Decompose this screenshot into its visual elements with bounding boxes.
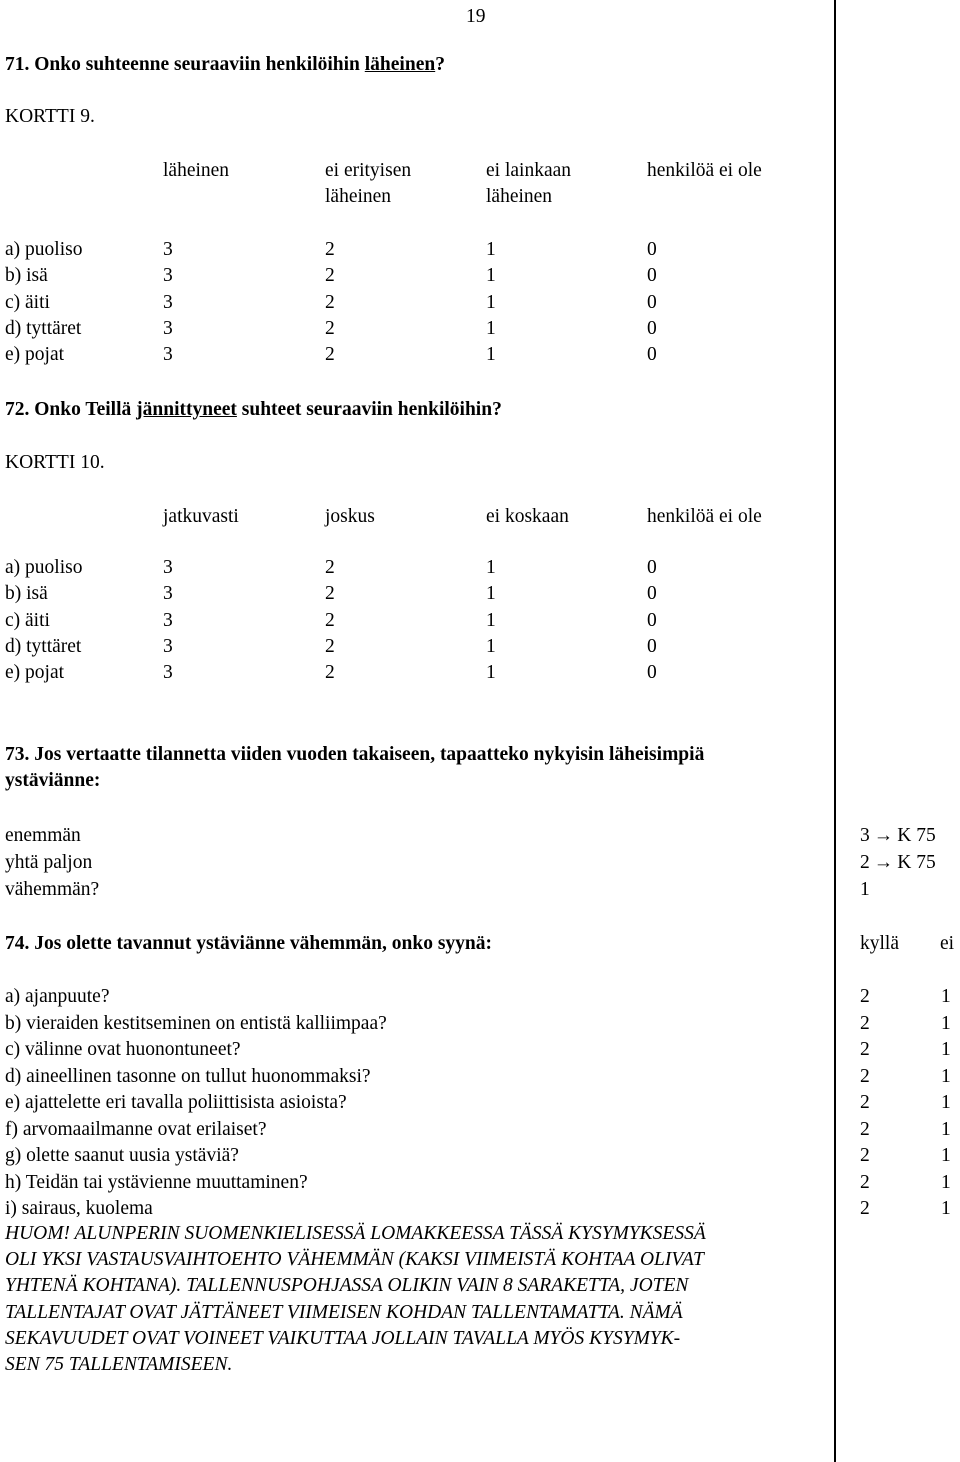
answer-code: 2 [325, 609, 335, 631]
option-label: enemmän [5, 825, 81, 846]
card-reference: KORTTI 9. [5, 106, 95, 127]
answer-code: 1 [486, 265, 496, 287]
row-label: a) puoliso [5, 557, 83, 578]
col-header: läheinen [486, 186, 553, 207]
answer-no: 1 [941, 1065, 951, 1087]
answer-code: 1 [486, 239, 496, 260]
row-label: c) välinne ovat huonontuneet? [5, 1039, 241, 1060]
note-line: OLI YKSI VASTAUSVAIHTOEHTO VÄHEMMÄN (KAKSI VIIMEISTÄ KOHTAA OLIVAT [5, 1249, 704, 1271]
answer-code: 3 [163, 291, 173, 313]
row-label: a) ajanpuute? [5, 986, 110, 1007]
skip-target: K 75 [897, 852, 936, 873]
answer-code: 1 [860, 879, 870, 900]
row-label: d) tyttäret [5, 635, 82, 657]
answer-code: 2 [325, 662, 335, 684]
answer-code: 0 [647, 317, 657, 339]
answer-code: 3 [860, 825, 870, 846]
answer-code: 3 [163, 239, 173, 260]
emphasized-word: jännittyneet [136, 399, 237, 420]
answer-yes: 2 [860, 1145, 870, 1166]
question-text: Onko Teillä [34, 399, 132, 420]
arrow-icon: → [873, 852, 894, 873]
answer-code: 2 [325, 265, 335, 287]
question-71-title [5, 52, 445, 78]
answer-code: 3 [163, 344, 173, 366]
answer-no: 1 [941, 1171, 951, 1193]
answer-code: 3 [163, 583, 173, 605]
answer-yes: 2 [860, 1171, 870, 1193]
col-header: henkilöä ei ole [647, 160, 762, 181]
col-header: joskus [325, 506, 375, 527]
row-label: a) puoliso [5, 239, 83, 260]
col-header: jatkuvasti [163, 506, 239, 527]
emphasized-word: läheinen [364, 54, 436, 75]
row-label: e) ajattelette eri tavalla poliittisista asioista? [5, 1092, 347, 1113]
question-mark: ? [435, 54, 445, 75]
answer-code: 1 [486, 662, 496, 684]
col-header-yes: kyllä [860, 933, 899, 954]
answer-code: 2 [325, 291, 335, 313]
answer-yes: 2 [860, 1012, 870, 1034]
option-code [860, 877, 870, 903]
row-label: b) isä [5, 265, 48, 287]
question-text: suhteet seuraaviin henkilöihin? [241, 399, 502, 420]
answer-code: 1 [486, 344, 496, 366]
col-header: läheinen [325, 186, 392, 207]
row-label: b) isä [5, 583, 48, 605]
option-code [860, 823, 936, 849]
question-72-title [5, 397, 502, 423]
question-74-title: 74. Jos olette tavannut ystäviänne vähemmän, onko syynä: [5, 933, 492, 954]
col-header: ei lainkaan [486, 160, 571, 181]
question-text: Onko suhteenne seuraaviin henkilöihin [34, 54, 360, 75]
col-header: läheinen [163, 160, 230, 181]
question-number: 72. [5, 399, 30, 420]
answer-code: 0 [647, 344, 657, 366]
answer-no: 1 [941, 1012, 951, 1034]
option-label: vähemmän? [5, 879, 100, 900]
answer-yes: 2 [860, 986, 870, 1007]
col-header-no: ei [940, 933, 955, 954]
answer-code: 2 [325, 239, 335, 260]
skip-target: K 75 [897, 825, 936, 846]
answer-code: 2 [325, 317, 335, 339]
answer-code: 0 [647, 583, 657, 605]
row-label: c) äiti [5, 609, 50, 631]
answer-code: 0 [647, 239, 657, 260]
answer-code: 0 [647, 265, 657, 287]
col-header: ei koskaan [486, 506, 569, 527]
answer-code: 0 [647, 662, 657, 684]
answer-yes: 2 [860, 1198, 870, 1219]
answer-code: 0 [647, 557, 657, 578]
row-label: d) aineellinen tasonne on tullut huonommaksi? [5, 1065, 371, 1087]
row-label: h) Teidän tai ystävienne muuttaminen? [5, 1171, 308, 1193]
question-73-title: 73. Jos vertaatte tilannetta viiden vuoden takaiseen, tapaatteko nykyisin läheisimpiä [5, 744, 705, 765]
answer-code: 1 [486, 583, 496, 605]
answer-code: 3 [163, 635, 173, 657]
answer-code: 1 [486, 609, 496, 631]
option-code [860, 850, 936, 876]
question-73-title-cont: ystäviänne: [5, 770, 101, 791]
answer-code: 1 [486, 557, 496, 578]
answer-code: 0 [647, 291, 657, 313]
answer-code: 1 [486, 291, 496, 313]
col-header: henkilöä ei ole [647, 506, 762, 527]
row-label: d) tyttäret [5, 317, 82, 339]
answer-code: 2 [860, 852, 870, 873]
answer-code: 3 [163, 662, 173, 684]
answer-yes: 2 [860, 1092, 870, 1113]
note-line: TALLENTAJAT OVAT JÄTTÄNEET VIIMEISEN KOHDAN TALLENTAMATTA. NÄMÄ [5, 1301, 683, 1323]
answer-code: 2 [325, 583, 335, 605]
answer-code: 1 [486, 635, 496, 657]
note-line: HUOM! ALUNPERIN SUOMENKIELISESSÄ LOMAKKEESSA TÄSSÄ KYSYMYKSESSÄ [5, 1223, 706, 1244]
row-label: c) äiti [5, 291, 50, 313]
answer-no: 1 [941, 1039, 951, 1060]
row-label: e) pojat [5, 344, 65, 366]
page-number: 19 [466, 6, 486, 27]
answer-code: 3 [163, 609, 173, 631]
answer-no: 1 [941, 1145, 951, 1166]
answer-yes: 2 [860, 1065, 870, 1087]
answer-code: 0 [647, 609, 657, 631]
answer-code: 1 [486, 317, 496, 339]
row-label: f) arvomaailmanne ovat erilaiset? [5, 1118, 267, 1140]
answer-code: 2 [325, 635, 335, 657]
row-label: i) sairaus, kuolema [5, 1198, 153, 1219]
margin-rule [834, 0, 836, 1462]
arrow-icon: → [873, 825, 894, 846]
answer-no: 1 [941, 1118, 951, 1140]
row-label: b) vieraiden kestitseminen on entistä kalliimpaa? [5, 1012, 387, 1034]
answer-code: 3 [163, 265, 173, 287]
note-line: SEN 75 TALLENTAMISEEN. [5, 1354, 233, 1375]
row-label: g) olette saanut uusia ystäviä? [5, 1145, 239, 1166]
answer-code: 0 [647, 635, 657, 657]
answer-code: 2 [325, 344, 335, 366]
col-header: ei erityisen [325, 160, 412, 181]
card-reference: KORTTI 10. [5, 452, 105, 473]
answer-yes: 2 [860, 1039, 870, 1060]
note-line: YHTENÄ KOHTANA). TALLENNUSPOHJASSA OLIKIN VAIN 8 SARAKETTA, JOTEN [5, 1275, 689, 1297]
question-number: 71. [5, 54, 30, 75]
answer-code: 2 [325, 557, 335, 578]
option-label: yhtä paljon [5, 852, 93, 873]
row-label: e) pojat [5, 662, 65, 684]
answer-no: 1 [941, 1092, 951, 1113]
answer-no: 1 [941, 986, 951, 1007]
answer-code: 3 [163, 317, 173, 339]
answer-code: 3 [163, 557, 173, 578]
answer-no: 1 [941, 1198, 951, 1219]
note-line: SEKAVUUDET OVAT VOINEET VAIKUTTAA JOLLAIN TAVALLA MYÖS KYSYMYK- [5, 1327, 681, 1349]
answer-yes: 2 [860, 1118, 870, 1140]
